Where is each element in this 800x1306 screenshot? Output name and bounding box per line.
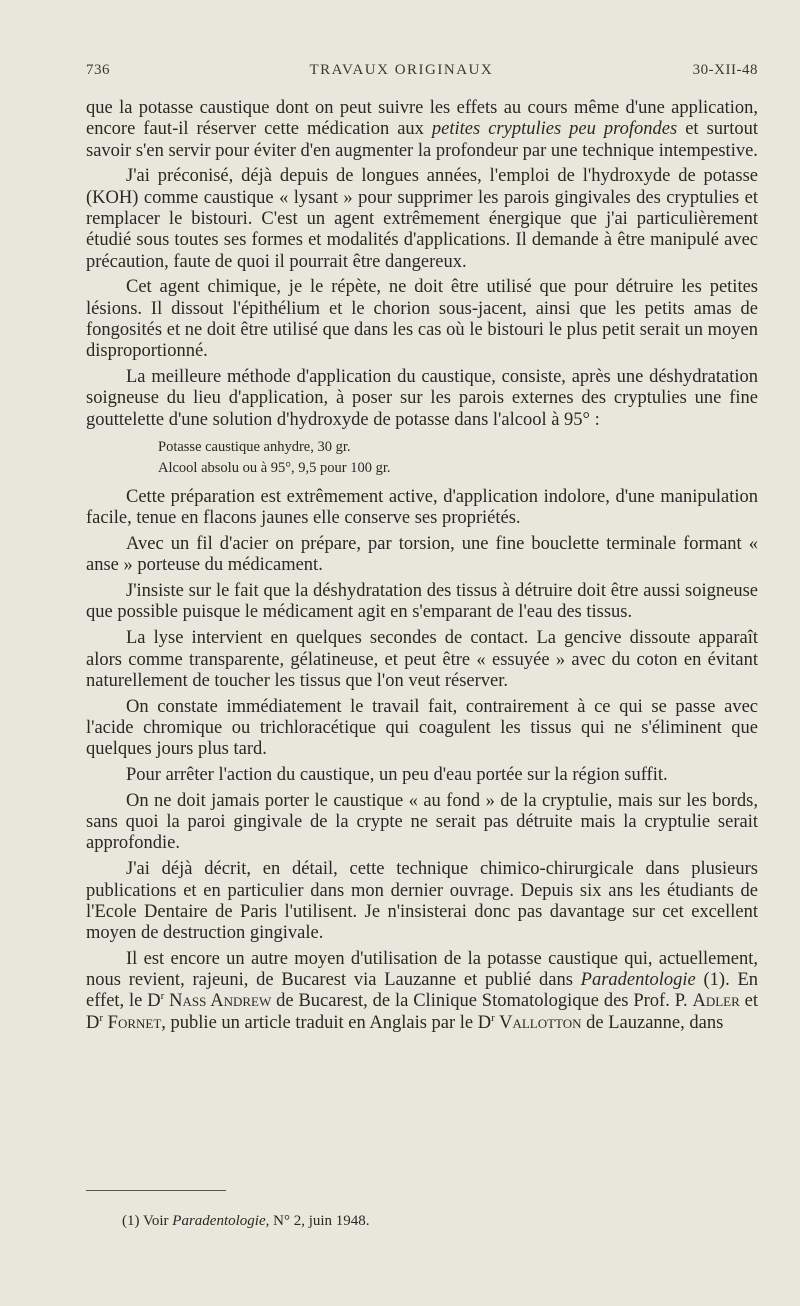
paragraph: Pour arrêter l'action du caustique, un peu d'eau portée sur la région suffit.: [126, 765, 668, 786]
paragraph: Avec un fil d'acier on prépare, par torsion, une fine bouclette terminale formant « anse » porteuse du médicament.: [86, 534, 758, 576]
page-number: 736: [86, 62, 110, 78]
recipe: [86, 437, 758, 479]
paragraph: J'insiste sur le fait que la déshydratation des tissus à détruire doit être aussi soigneuse que possible puisque le médicament agit en s'emparant de l'eau des tissus.: [86, 581, 758, 623]
paragraph: J'ai déjà décrit, en détail, cette technique chimico-chirurgicale dans plusieurs publications et en particulier dans mon dernier ouvrage. Depuis six ans les étudiants de l'Ecole Dentaire de Paris l'utilisent. Je n'insisterai donc pas davantage sur cet excellent moyen de destruction gingivale.: [86, 859, 758, 944]
paragraph: que la potasse caustique dont on peut suivre les effets au cours même d'une application, encore faut-il réserver cette médication aux petites cryptulies peu profondes et surtout savoir s'en servir pour éviter d'en augmenter la profondeur par une technique intempestive.: [86, 98, 758, 161]
paragraph: La meilleure méthode d'application du caustique, consiste, après une déshydratation soigneuse du lieu d'application, à poser sur les parois externes des cryptulies une fine gouttelette d'une solution d'hydroxyde de potasse dans l'alcool à 95° :: [86, 367, 758, 430]
issue-date: 30-XII-48: [692, 62, 758, 78]
recipe-line: Potasse caustique anhydre, 30 gr.: [158, 438, 351, 455]
running-header: [86, 62, 758, 79]
paragraph: J'ai préconisé, déjà depuis de longues années, l'emploi de l'hydroxyde de potasse (KOH) comme caustique « lysant » pour supprimer les parois gingivales des cryptulies et remplacer le bistouri. C'est un agent extrêmement énergique que j'ai particulièrement étudié sous toutes ses formes et modalités d'applications. Il demande à être manipulé avec précaution, faute de quoi il pourrait être dangereux.: [86, 166, 758, 272]
paragraph: On constate immédiatement le travail fait, contrairement à ce qui se passe avec l'acide chromique ou trichloracétique qui coagulent les tissus qui ne s'éliminent que quelques jours plus tard.: [86, 696, 758, 760]
paragraph: On ne doit jamais porter le caustique « au fond » de la cryptulie, mais sur les bords, sans quoi la paroi gingivale de la crypte ne serait pas détruite mais la cryptulie serait approfondie.: [86, 790, 758, 854]
article-body: [86, 98, 758, 1039]
running-title: TRAVAUX ORIGINAUX: [309, 62, 494, 78]
footnote-divider: [86, 1190, 226, 1191]
footnote: (1) Voir Paradentologie, N° 2, juin 1948.: [122, 1213, 370, 1229]
recipe-line: Alcool absolu ou à 95°, 9,5 pour 100 gr.: [158, 459, 391, 476]
paragraph: Cette préparation est extrêmement active, d'application indolore, d'une manipulation facile, tenue en flacons jaunes elle conserve ses propriétés.: [86, 486, 758, 529]
paragraph: La lyse intervient en quelques secondes de contact. La gencive dissoute apparaît alors comme transparente, gélatineuse, et peut être « essuyée » avec du coton en évitant naturellement de toucher les tissus que l'on veut réserver.: [86, 628, 758, 691]
paragraph: Il est encore un autre moyen d'utilisation de la potasse caustique qui, actuellement, nous revient, rajeuni, de Bucarest via Lauzanne et publié dans Paradentologie (1). En effet, le $D^r$ Nass Andrew de Bucarest, de la Clinique Stomatologique des Prof. P. Adler et $D^r$ Fornet, publie un article traduit en Anglais par le $D^r$ Vallotton de Lauzanne, dans: [86, 948, 759, 1033]
paragraph: Cet agent chimique, je le répète, ne doit être utilisé que pour détruire les petites lésions. Il dissout l'épithélium et le chorion sous-jacent, ainsi que les petits amas de fongosités et ne doit être utilisé que dans les cas où le bistouri le plus petit serait un moyen disproportionné.: [86, 277, 758, 362]
